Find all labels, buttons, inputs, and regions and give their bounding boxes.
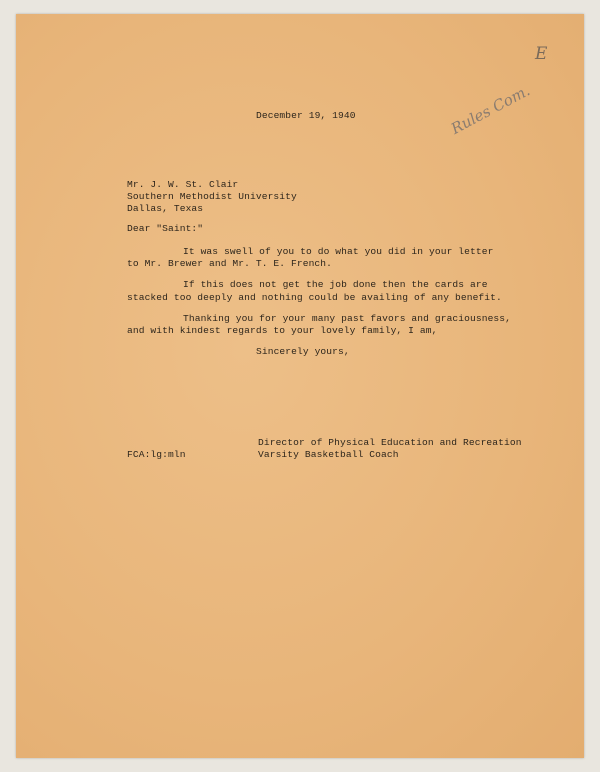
salutation: Dear "Saint:" [127, 223, 204, 234]
paragraph-3-line-2: and with kindest regards to your lovely family, I am, [127, 325, 438, 336]
recipient-line-2: Southern Methodist University [127, 191, 297, 202]
signature-title-line-1: Director of Physical Education and Recreation [258, 437, 522, 448]
letter-date: December 19, 1940 [256, 110, 356, 121]
paragraph-3-line-1: Thanking you for your many past favors and graciousness, [183, 313, 512, 324]
paragraph-1-line-1: It was swell of you to do what you did in your letter [183, 246, 494, 257]
recipient-line-3: Dallas, Texas [127, 203, 204, 214]
paragraph-2-line-1: If this does not get the job done then the cards are [183, 279, 488, 290]
paragraph-1-line-2: to Mr. Brewer and Mr. T. E. French. [127, 258, 333, 269]
typist-initials: FCA:lg:mln [127, 449, 186, 460]
signature-title-line-2: Varsity Basketball Coach [258, 449, 399, 460]
paragraph-2-line-2: stacked too deeply and nothing could be availing of any benefit. [127, 292, 502, 303]
closing: Sincerely yours, [256, 346, 350, 357]
corner-mark: E [535, 44, 548, 64]
recipient-line-1: Mr. J. W. St. Clair [127, 179, 239, 190]
letter-page [16, 14, 584, 758]
handwritten-note: Rules Com. [448, 81, 533, 138]
